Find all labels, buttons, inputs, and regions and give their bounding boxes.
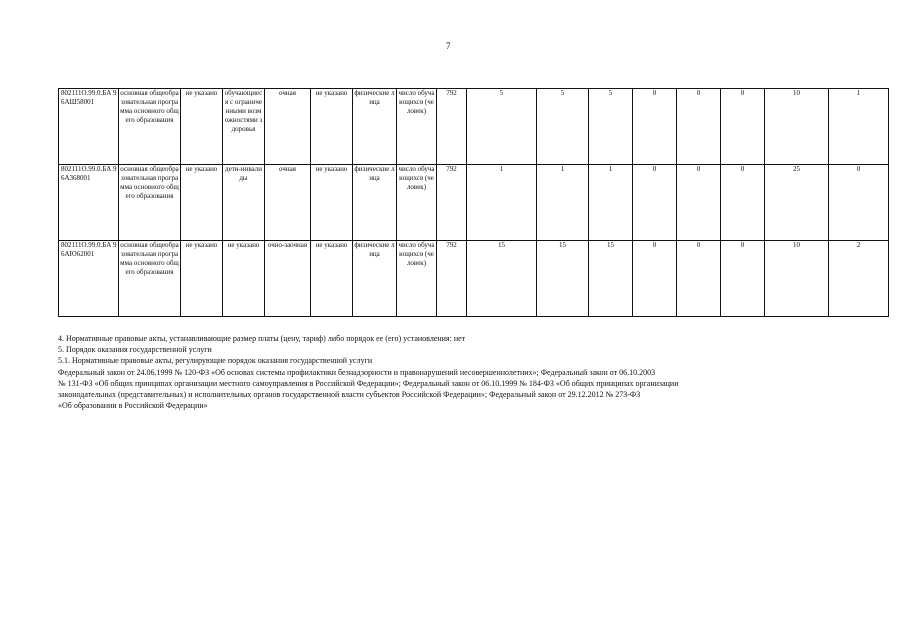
table-cell: число обучающихся (человек) bbox=[397, 165, 437, 241]
table-cell: физические лица bbox=[353, 165, 397, 241]
table-cell: число обучающихся (человек) bbox=[397, 241, 437, 317]
table-cell: дети-инвалиды bbox=[223, 165, 265, 241]
table-cell: не указано bbox=[181, 241, 223, 317]
note-law-line: законодательных (представительных) и исполнительных органов государственной власти субъектов Российской Федерации»; Федеральный закон от 29.12.2012 № 273-ФЗ bbox=[58, 390, 641, 400]
table-cell: 1 bbox=[589, 165, 633, 241]
table-cell: 5 bbox=[589, 89, 633, 165]
table-cell: очная bbox=[265, 89, 311, 165]
table-cell: 792 bbox=[437, 241, 467, 317]
table-cell: 0 bbox=[721, 165, 765, 241]
table-cell: очная bbox=[265, 165, 311, 241]
table-cell: 15 bbox=[537, 241, 589, 317]
table-cell: основная общеобразовательная программа основного общего образования bbox=[119, 89, 181, 165]
table-cell: 1 bbox=[829, 89, 889, 165]
table-cell: не указано bbox=[311, 241, 353, 317]
note-law-line: Федеральный закон от 24.06.1999 № 120-ФЗ «Об основах системы профилактики безнадзорности и правонарушений несовершеннолетних»; Федеральный закон от 06.10.2003 bbox=[58, 367, 656, 377]
table-cell: 15 bbox=[467, 241, 537, 317]
table-cell: не указано bbox=[311, 165, 353, 241]
table-cell: не указано bbox=[181, 165, 223, 241]
table-cell: 792 bbox=[437, 165, 467, 241]
table-cell: не указано bbox=[181, 89, 223, 165]
note-regulating-acts: 5.1. Нормативные правовые акты, регулирующие порядок оказания государственной услуги bbox=[58, 356, 373, 366]
table-cell: 5 bbox=[467, 89, 537, 165]
note-law-line: № 131-ФЗ «Об общих принципах организации местного самоуправления в Российской Федерации»; Федеральный закон от 06.10.1999 № 184-ФЗ «Об общих принципах организации bbox=[58, 378, 679, 388]
table-cell: 792 bbox=[437, 89, 467, 165]
table-cell: основная общеобразовательная программа основного общего образования bbox=[119, 241, 181, 317]
table-cell: не указано bbox=[223, 241, 265, 317]
table-cell: физические лица bbox=[353, 241, 397, 317]
table-cell: 10 bbox=[765, 89, 829, 165]
table-cell: 10 bbox=[765, 241, 829, 317]
table-row bbox=[59, 89, 889, 165]
table-cell: число обучающихся (человек) bbox=[397, 89, 437, 165]
note-law-line: «Об образовании в Российской Федерации» bbox=[58, 401, 208, 411]
table-cell: 0 bbox=[721, 89, 765, 165]
table-cell: 0 bbox=[829, 165, 889, 241]
page-number: 7 bbox=[446, 41, 451, 51]
table-cell: 0 bbox=[677, 165, 721, 241]
table-cell: 0 bbox=[633, 165, 677, 241]
note-payment-acts: 4. Нормативные правовые акты, устанавливающие размер платы (цену, тариф) либо порядок ее (его) установления: нет bbox=[58, 334, 466, 343]
row-code-cell: 802111О.99.0.БА 96А368001 bbox=[59, 165, 119, 241]
service-volume-table bbox=[58, 88, 889, 317]
table-cell: 0 bbox=[677, 241, 721, 317]
note-service-procedure: 5. Порядок оказания государственной услуги bbox=[58, 345, 212, 355]
row-code-cell: 802111О.99.0.БА 96АЮ62001 bbox=[59, 241, 119, 317]
notes-section bbox=[58, 333, 858, 411]
table-cell: 2 bbox=[829, 241, 889, 317]
table-cell: 0 bbox=[633, 241, 677, 317]
table-row bbox=[59, 165, 889, 241]
table-cell: физические лица bbox=[353, 89, 397, 165]
row-code-cell: 802111О.99.0.БА 96АШ58001 bbox=[59, 89, 119, 165]
table-cell: обучающиеся с ограниченными возможностями здоровья bbox=[223, 89, 265, 165]
table-cell: 1 bbox=[467, 165, 537, 241]
table-cell: 15 bbox=[589, 241, 633, 317]
table-cell: 1 bbox=[537, 165, 589, 241]
table-cell: не указано bbox=[311, 89, 353, 165]
table-cell: очно-заочная bbox=[265, 241, 311, 317]
table-row bbox=[59, 241, 889, 317]
table-cell: основная общеобразовательная программа основного общего образования bbox=[119, 165, 181, 241]
table-cell: 0 bbox=[721, 241, 765, 317]
table-cell: 0 bbox=[677, 89, 721, 165]
table-cell: 0 bbox=[633, 89, 677, 165]
table-cell: 5 bbox=[537, 89, 589, 165]
table-cell: 25 bbox=[765, 165, 829, 241]
